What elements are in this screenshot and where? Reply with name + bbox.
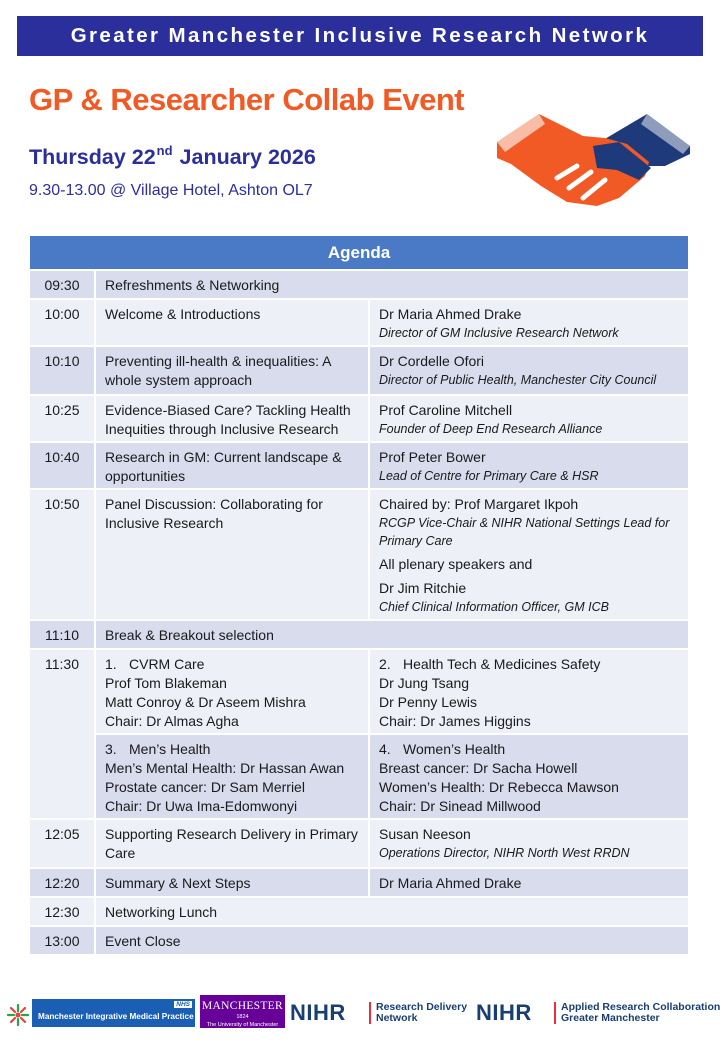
agenda-row (30, 269, 688, 298)
breakout-session (94, 735, 368, 820)
speaker-name: Dr Maria Ahmed Drake (379, 306, 522, 322)
row-speaker (368, 396, 688, 441)
breakout-session (94, 650, 368, 733)
row-time: 11:10 (45, 627, 79, 643)
row-time: 11:30 (45, 656, 79, 672)
breakout-line: Chair: Dr Uwa Ima-Edomwonyi (105, 798, 298, 814)
row-time: 10:25 (44, 402, 80, 418)
row-topic: Evidence-Biased Care? Tackling Health Inequities through Inclusive Research (94, 396, 368, 441)
row-time: 10:00 (44, 306, 80, 322)
speaker-role: Lead of Centre for Primary Care & HSR (379, 469, 599, 483)
breakout-line: Breast cancer: Dr Sacha Howell (379, 760, 578, 776)
nihr-arc-label: Applied Research Collaboration Greater Manchester (561, 1001, 720, 1024)
speaker-role: Operations Director, NIHR North West RRDN (379, 846, 630, 860)
breakout-session (368, 735, 688, 820)
breakout-line: Matt Conroy & Dr Aseem Mishra (105, 694, 306, 710)
row-time: 13:00 (44, 933, 80, 949)
row-topic: Break & Breakout selection (94, 621, 688, 648)
row-time: 10:50 (44, 496, 80, 512)
row-time: 12:20 (44, 875, 80, 891)
row-topic: Refreshments & Networking (94, 271, 688, 298)
speaker-role: Chief Clinical Information Officer, GM ICB (379, 600, 609, 614)
speaker-name: Dr Jim Ritchie (379, 580, 467, 596)
row-topic: Networking Lunch (94, 898, 688, 925)
event-venue: 9.30-13.00 @ Village Hotel, Ashton OL7 (29, 182, 313, 199)
nihr-rdn-label: Research Delivery Network (376, 1001, 468, 1024)
speaker-name: Susan Neeson (379, 826, 471, 842)
agenda-row (30, 298, 688, 345)
breakout-session (368, 650, 688, 733)
speaker-name: Chaired by: Prof Margaret Ikpoh (379, 496, 579, 512)
row-speaker (368, 347, 688, 394)
row-topic: Welcome & Introductions (94, 300, 368, 345)
agenda-row (30, 867, 688, 896)
row-speaker (368, 300, 688, 345)
speaker-name: Prof Peter Bower (379, 449, 486, 465)
row-time: 12:05 (44, 826, 80, 842)
agenda-table (30, 236, 688, 954)
breakout-line: Prostate cancer: Dr Sam Merriel (105, 779, 305, 795)
sparkle-icon (6, 1003, 30, 1027)
row-topic: Research in GM: Current landscape & opportunities (94, 443, 368, 488)
breakout-title: 1. CVRM Care (105, 656, 205, 672)
speaker-role: RCGP Vice-Chair & NIHR National Settings Lead for Primary Care (379, 516, 670, 548)
speaker-note: All plenary speakers and (379, 556, 533, 572)
breakout-line: Chair: Dr Sinead Millwood (379, 798, 541, 814)
row-speaker (368, 869, 688, 896)
speaker-role: Director of GM Inclusive Research Network (379, 326, 619, 340)
nihr-rdn-logo: NIHR (290, 1000, 346, 1025)
network-banner: Greater Manchester Inclusive Research Network (17, 16, 703, 56)
agenda-row (30, 896, 688, 925)
breakout-line: Chair: Dr James Higgins (379, 713, 531, 729)
row-speaker (368, 490, 688, 619)
agenda-heading: Agenda (30, 236, 688, 269)
agenda-row (30, 394, 688, 441)
row-time: 12:30 (44, 904, 80, 920)
agenda-row-breakouts (30, 648, 688, 818)
speaker-role: Director of Public Health, Manchester City Council (379, 373, 657, 387)
row-topic: Event Close (94, 927, 688, 954)
row-topic: Supporting Research Delivery in Primary Care (94, 820, 368, 867)
handshake-icon (497, 106, 690, 208)
event-title: GP & Researcher Collab Event (29, 82, 465, 117)
breakout-title: 3. Men’s Health (105, 741, 211, 757)
breakout-line: Prof Tom Blakeman (105, 675, 227, 691)
breakout-group-b (94, 733, 688, 820)
nhs-badge: NHS (176, 1001, 190, 1008)
row-topic: Preventing ill-health & inequalities: A whole system approach (94, 347, 368, 394)
speaker-name: Prof Caroline Mitchell (379, 402, 513, 418)
breakout-group-a (94, 650, 688, 733)
agenda-row (30, 441, 688, 488)
agenda-row (30, 818, 688, 867)
partner-logos (0, 994, 720, 1034)
university-logo: MANCHESTER 1824 The University of Manchester (200, 995, 285, 1028)
breakout-title: 4. Women’s Health (379, 741, 506, 757)
breakout-line: Dr Jung Tsang (379, 675, 470, 691)
row-speaker (368, 820, 688, 867)
breakout-title: 2. Health Tech & Medicines Safety (379, 656, 601, 672)
row-topic: Summary & Next Steps (94, 869, 368, 896)
breakout-line: Women’s Health: Dr Rebecca Mawson (379, 779, 619, 795)
nihr-arc-logo: NIHR (476, 1000, 532, 1025)
breakout-line: Chair: Dr Almas Agha (105, 713, 239, 729)
row-time: 10:10 (44, 353, 80, 369)
mimp-logo: NHS Manchester Integrative Medical Practice (32, 999, 195, 1027)
event-date: Thursday 22nd January 2026 (29, 143, 316, 169)
breakout-line: Men’s Mental Health: Dr Hassan Awan (105, 760, 345, 776)
row-time: 09:30 (44, 277, 80, 293)
speaker-name: Dr Cordelle Ofori (379, 353, 485, 369)
agenda-row (30, 345, 688, 394)
row-speaker (368, 443, 688, 488)
breakout-line: Dr Penny Lewis (379, 694, 478, 710)
speaker-name: Dr Maria Ahmed Drake (379, 875, 522, 891)
row-topic: Panel Discussion: Collaborating for Inclusive Research (94, 490, 368, 619)
agenda-row (30, 925, 688, 954)
agenda-row (30, 488, 688, 619)
speaker-role: Founder of Deep End Research Alliance (379, 422, 603, 436)
row-time: 10:40 (44, 449, 80, 465)
agenda-row (30, 619, 688, 648)
